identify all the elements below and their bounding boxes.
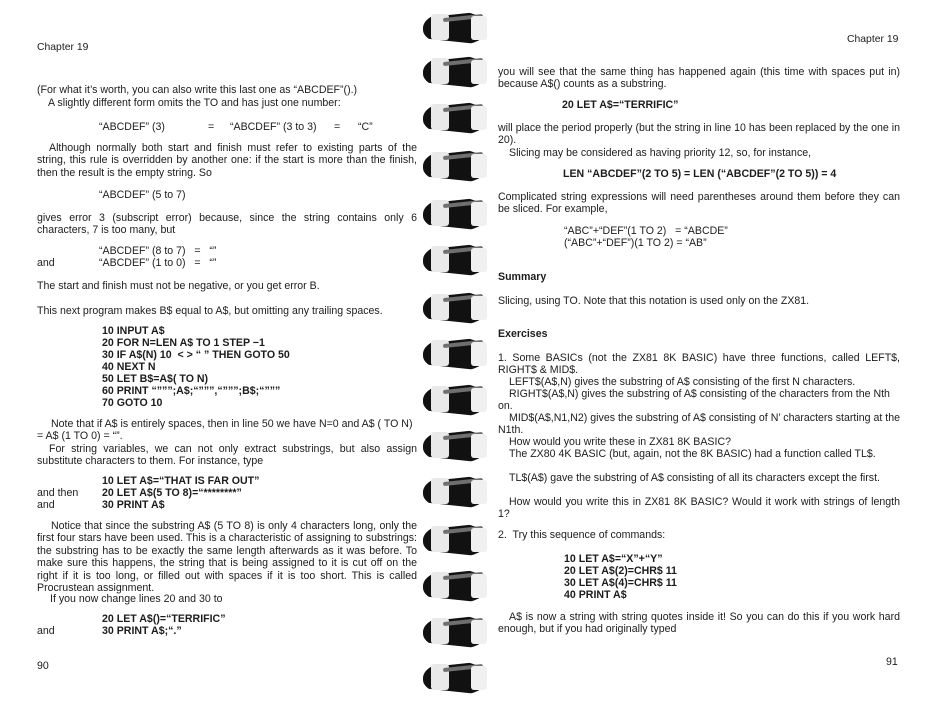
program-line: 20 FOR N=LEN A$ TO 1 STEP −1 (102, 337, 265, 349)
paragraph-6: This next program makes B$ equal to A$, but omitting any trailing spaces. (37, 305, 383, 317)
paragraph-5: The start and finish must not be negative, or you get error B. (37, 280, 320, 292)
program-line: 30 PRINT A$ (102, 499, 165, 511)
paragraph-10: If you now change lines 20 and 30 to (50, 593, 223, 605)
exercise-1-intro: 1. Some BASICs (not the ZX81 8K BASIC) have three functions, called LEFT$, RIGHT$ & MID$. (498, 352, 900, 377)
summary-text: Slicing, using TO. Note that this notation is used only on the ZX81. (498, 295, 810, 307)
exercise-1-question: How would you write these in ZX81 8K BASIC? (509, 436, 731, 448)
exercises-heading: Exercises (498, 328, 548, 340)
and-label-1: and (37, 257, 55, 269)
binding-ring (415, 566, 497, 606)
example-empty-2: “ABCDEF” (1 to 0) = “” (99, 257, 217, 269)
exercise-1-tl-question: How would you write this in ZX81 8K BASIC? Would it work with strings of length 1? (498, 496, 900, 521)
exercise-2-intro: 2. Try this sequence of commands: (498, 529, 666, 541)
program-line: 50 LET B$=A$( TO N) (102, 373, 209, 385)
page-number-right: 91 (886, 656, 898, 668)
program-lead: and (37, 499, 55, 511)
example-slice: “ABCDEF” (5 to 7) (99, 189, 186, 201)
binding-ring (415, 98, 497, 138)
paragraph-8: For string variables, we can not only extract substrings, but also assign substitute characters to them. For instance, type (37, 443, 417, 468)
exercise-1-left: LEFT$(A$,N) gives the substring of A$ consisting of the first N characters. (509, 376, 856, 388)
spiral-binding (415, 0, 497, 721)
equation-lhs: “ABCDEF” (3) (99, 121, 165, 133)
program-line: 20 LET A$(5 TO 8)=“********” (102, 487, 242, 499)
paragraph-1: (For what it’s worth, you can also write this last one as “ABCDEF”().) (37, 84, 358, 96)
program-line: 10 INPUT A$ (102, 325, 165, 337)
program-lead: and then (37, 487, 79, 499)
paragraph-r3: Slicing may be considered as having priority 12, so, for instance, (509, 147, 812, 159)
program-line: 10 LET A$=“THAT IS FAR OUT” (102, 475, 260, 487)
binding-ring (415, 240, 497, 280)
binding-ring (415, 426, 497, 466)
code-line-r2: LEN “ABCDEF”(2 TO 5) = LEN (“ABCDEF”(2 TO 5)) = 4 (563, 168, 837, 180)
program-line: 10 LET A$=“X”+“Y” (564, 553, 663, 565)
program-lead: and (37, 625, 55, 637)
binding-ring (415, 334, 497, 374)
binding-ring (415, 52, 497, 92)
binding-ring (415, 194, 497, 234)
binding-ring (415, 658, 497, 698)
equation-rhs: “C” (358, 121, 373, 133)
page-number-left: 90 (37, 660, 49, 672)
program-line: 30 PRINT A$;“.” (102, 625, 182, 637)
paragraph-r4: Complicated string expressions will need parentheses around them before they can be sliced. For example, (498, 191, 900, 216)
binding-ring (415, 612, 497, 652)
exercise-1-tl: The ZX80 4K BASIC (but, again, not the 8K BASIC) had a function called TL$. (509, 448, 876, 460)
program-line: 30 LET A$(4)=CHR$ 11 (564, 577, 677, 589)
binding-ring (415, 8, 497, 48)
exercise-1-right: RIGHT$(A$,N) gives the substring of A$ consisting of the characters from the Nth on. (498, 388, 890, 413)
page-header-left: Chapter 19 (37, 42, 89, 53)
binding-ring (415, 520, 497, 560)
summary-heading: Summary (498, 271, 547, 283)
paragraph-r2: will place the period properly (but the string in line 10 has been replaced by the one in 20). (498, 122, 900, 147)
program-line: 20 LET A$(2)=CHR$ 11 (564, 565, 677, 577)
equation-mid: “ABCDEF” (3 to 3) (230, 121, 317, 133)
paragraph-7: Note that if A$ is entirely spaces, then in line 50 we have N=0 and A$ ( TO N) = A$ (1 TO 0) = “”. (37, 418, 413, 443)
paragraph-3: Although normally both start and finish must refer to existing parts of the string, this rule is overridden by another one: if the start is more than the finish, then the result is the empty string. So (37, 142, 417, 179)
page-header-right: Chapter 19 (847, 34, 899, 45)
paragraph-4: gives error 3 (subscript error) because, since the string contains only 6 characters, 7 is too many, but (37, 212, 417, 237)
exercise-1-mid: MID$(A$,N1,N2) gives the substring of A$ consisting of N’ characters starting at the N1th. (498, 412, 900, 437)
equation-equals-2: = (334, 121, 341, 133)
program-line: 40 NEXT N (102, 361, 156, 373)
program-line: 70 GOTO 10 (102, 397, 163, 409)
exercise-1-tl-def: TL$(A$) gave the substring of A$ consisting of all its characters except the first. (509, 472, 880, 484)
program-line: 30 IF A$(N) 10 < > “ ” THEN GOTO 50 (102, 349, 290, 361)
example-empty-1: “ABCDEF” (8 to 7) = “” (99, 245, 217, 257)
binding-ring (415, 472, 497, 512)
program-line: 20 LET A$()=“TERRIFIC” (102, 613, 226, 625)
program-line: 40 PRINT A$ (564, 589, 627, 601)
paragraph-r1: you will see that the same thing has happened again (this time with spaces put in) because A$() counts as a substring. (498, 66, 900, 91)
paragraph-9: Notice that since the substring A$ (5 TO 8) is only 4 characters long, only the first four stars have been used. This is a characteristic of assigning to substrings: the substring has to be exactly the same length afterwards as it was before. To make sure this happens, the string that is being assigned to it is cut off on the right if it is too long, or filled out with spaces if it is too short. This is called Procrustean assignment. (37, 520, 417, 595)
binding-ring (415, 288, 497, 328)
code-line-r1: 20 LET A$=“TERRIFIC” (562, 99, 679, 111)
code-line-r3b: (“ABC”+“DEF”)(1 TO 2) = “AB” (564, 237, 707, 249)
binding-ring (415, 146, 497, 186)
paragraph-2: A slightly different form omits the TO and has just one number: (48, 97, 341, 109)
program-line: 60 PRINT “”””;A$;“”””,“”””;B$;“””” (102, 385, 281, 397)
equation-equals: = (208, 121, 215, 133)
code-line-r3a: “ABC”+“DEF”(1 TO 2) = “ABCDE” (564, 225, 728, 237)
paragraph-r5: A$ is now a string with string quotes inside it! So you can do this if you work hard enough, but if you had originally typed (498, 611, 900, 636)
binding-ring (415, 380, 497, 420)
